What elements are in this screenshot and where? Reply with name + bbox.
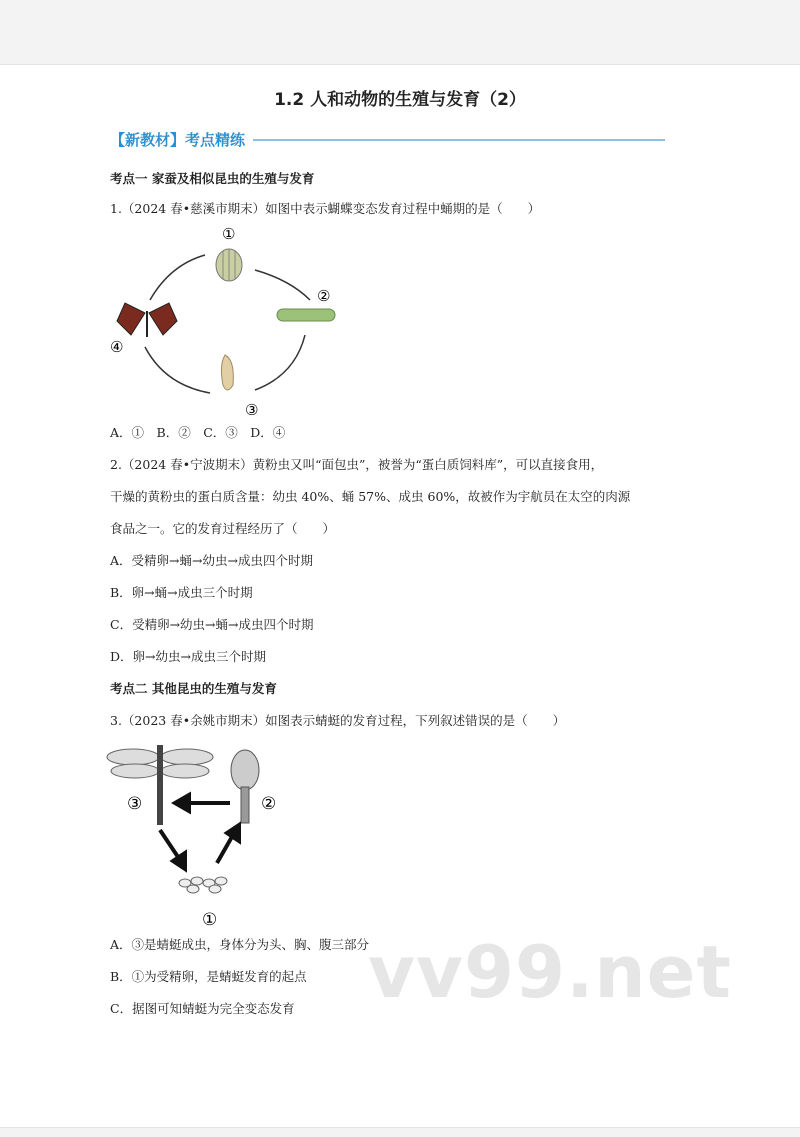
q3-option-b: B．①为受精卵，是蜻蜓发育的起点 bbox=[110, 969, 307, 984]
q2-option-b: B．卵→蛹→成虫三个时期 bbox=[110, 585, 253, 600]
larva-image bbox=[277, 309, 335, 321]
section-divider bbox=[253, 139, 665, 141]
cycle-arrows bbox=[160, 795, 239, 869]
pupa-image bbox=[221, 355, 233, 390]
eggs-image bbox=[179, 877, 227, 893]
label-4: ④ bbox=[110, 338, 124, 356]
watermark: vv99.net bbox=[368, 930, 732, 1014]
q1-options: A．① B．② C．③ D．④ bbox=[110, 425, 286, 440]
q2-option-c: C．受精卵→幼虫→蛹→成虫四个时期 bbox=[110, 617, 314, 632]
label-2: ② bbox=[261, 794, 277, 814]
dragonfly-image bbox=[107, 745, 213, 825]
topic-2-heading: 考点二 其他昆虫的生殖与发育 bbox=[110, 681, 277, 696]
section-header bbox=[110, 129, 665, 150]
q2-option-d: D．卵→幼虫→成虫三个时期 bbox=[110, 649, 266, 664]
butterfly-image bbox=[117, 303, 177, 337]
section-title: 【新教材】考点精练 bbox=[110, 131, 246, 149]
egg-image bbox=[216, 249, 242, 281]
q3-option-c: C．据图可知蜻蜓为完全变态发育 bbox=[110, 1001, 295, 1016]
label-1: ① bbox=[202, 910, 218, 930]
butterfly-lifecycle-diagram bbox=[105, 225, 345, 415]
q3-option-a: A．③是蜻蜓成虫，身体分为头、胸、腹三部分 bbox=[110, 937, 370, 952]
label-2: ② bbox=[317, 287, 331, 305]
label-3: ③ bbox=[127, 794, 143, 814]
topic-1-heading: 考点一 家蚕及相似昆虫的生殖与发育 bbox=[110, 171, 315, 186]
nymph-image bbox=[231, 750, 259, 823]
q2-line-2: 干燥的黄粉虫的蛋白质含量：幼虫 40%、蛹 57%、成虫 60%，故被作为宇航员在太空的肉源 bbox=[110, 489, 631, 504]
q3-stem: 3.（2023 春•余姚市期末）如图表示蜻蜓的发育过程，下列叙述错误的是（ ） bbox=[110, 713, 566, 728]
q2-line-1: 2.（2024 春•宁波期末）黄粉虫又叫“面包虫”，被誉为“蛋白质饲料库”，可以直接食用， bbox=[110, 457, 604, 472]
q2-option-a: A．受精卵→蛹→幼虫→成虫四个时期 bbox=[110, 553, 313, 568]
q2-line-3: 食品之一。它的发育过程经历了（ ） bbox=[110, 521, 336, 536]
dragonfly-lifecycle-diagram bbox=[105, 735, 305, 930]
q1-stem: 1.（2024 春•慈溪市期末）如图中表示蝴蝶变态发育过程中蛹期的是（ ） bbox=[110, 201, 541, 216]
label-3: ③ bbox=[245, 401, 259, 415]
page-title: 1.2 人和动物的生殖与发育（2） bbox=[274, 90, 526, 110]
label-1: ① bbox=[222, 225, 236, 243]
